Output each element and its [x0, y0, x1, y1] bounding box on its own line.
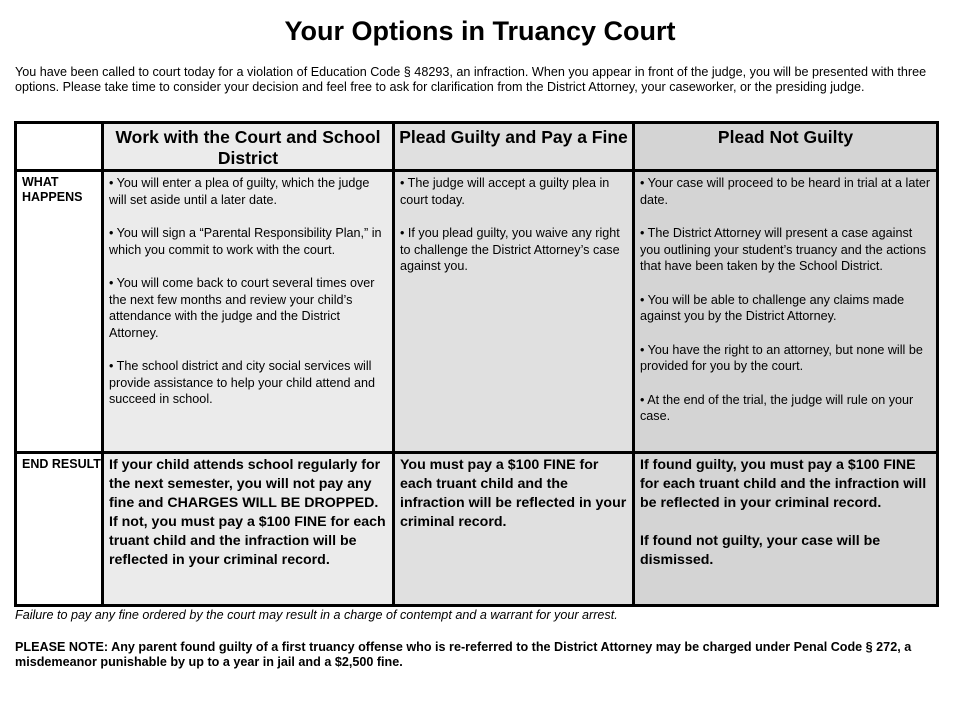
- column-header-plead-guilty: Plead Guilty and Pay a Fine: [394, 123, 634, 171]
- end-result-row: [16, 453, 938, 606]
- please-note: PLEASE NOTE: Any parent found guilty of a first truancy offense who is re-referred to the District Attorney may be charged under Penal Code § 272, a misdemeanor punishable by up to a year in jail and a $2,500 fine.: [15, 640, 912, 669]
- footnote: Failure to pay any fine ordered by the court may result in a charge of contempt and a warrant for your arrest.: [15, 608, 618, 622]
- what-happens-plead-not-guilty: [634, 171, 938, 453]
- list-item: • Your case will proceed to be heard in trial at a later date.: [640, 176, 931, 207]
- result-text: You must pay a $100 FINE for each truant child and the infraction will be reflected in your criminal record.: [400, 457, 627, 530]
- what-happens-row: [16, 171, 938, 453]
- list-item: • At the end of the trial, the judge will rule on your case.: [640, 392, 914, 423]
- result-text: If your child attends school regularly for the next semester, you will not pay any fine and CHARGES WILL BE DROPPED.: [109, 457, 381, 511]
- list-item: • You will be able to challenge any claims made against you by the District Attorney.: [640, 292, 905, 323]
- corner-cell: [16, 123, 103, 171]
- what-happens-label: WHAT HAPPENS: [22, 175, 83, 204]
- row-header-end-result: [16, 453, 103, 606]
- result-text: If found guilty, you must pay a $100 FINE for each truant child and the infraction will be reflected in your criminal record.: [640, 457, 927, 511]
- result-text: If found not guilty, your case will be dismissed.: [640, 533, 881, 568]
- what-happens-work-with-court: [103, 171, 394, 453]
- list-item: • The District Attorney will present a case against you outlining your student’s truancy and the actions that have been taken by the School District.: [640, 226, 927, 273]
- intro-paragraph: You have been called to court today for a violation of Education Code § 48293, an infraction. When you appear in front of the judge, you will be presented with three options. Please take time to consider your decision and feel free to ask for clarification from the District Attorney, your caseworker, or the presiding judge.: [15, 65, 927, 94]
- end-result-work-with-court: [103, 453, 394, 606]
- options-table: [14, 121, 939, 607]
- list-item: • You will come back to court several times over the next few months and review your child’s attendance with the judge and the District Attorney.: [109, 276, 375, 340]
- what-happens-plead-guilty: [394, 171, 634, 453]
- list-item: • You will enter a plea of guilty, which the judge will set aside until a later date.: [109, 176, 370, 207]
- result-text: If not, you must pay a $100 FINE for each truant child and the infraction will be reflected in your criminal record.: [109, 514, 386, 568]
- page-title: Your Options in Truancy Court: [284, 16, 676, 46]
- column-header-work-with-court: Work with the Court and School District: [103, 123, 394, 171]
- end-result-label: END RESULT: [22, 457, 101, 471]
- end-result-plead-not-guilty: [634, 453, 938, 606]
- end-result-plead-guilty: [394, 453, 634, 606]
- column-header-plead-not-guilty: Plead Not Guilty: [634, 123, 938, 171]
- list-item: • The judge will accept a guilty plea in court today.: [400, 176, 610, 207]
- list-item: • The school district and city social services will provide assistance to help your child attend and succeed in school.: [109, 359, 376, 406]
- row-header-what-happens: [16, 171, 103, 453]
- header-row: [16, 123, 938, 171]
- list-item: • If you plead guilty, you waive any right to challenge the District Attorney’s case against you.: [400, 226, 620, 273]
- list-item: • You have the right to an attorney, but none will be provided for you by the court.: [640, 342, 923, 373]
- list-item: • You will sign a “Parental Responsibility Plan,” in which you commit to work with the court.: [109, 226, 382, 257]
